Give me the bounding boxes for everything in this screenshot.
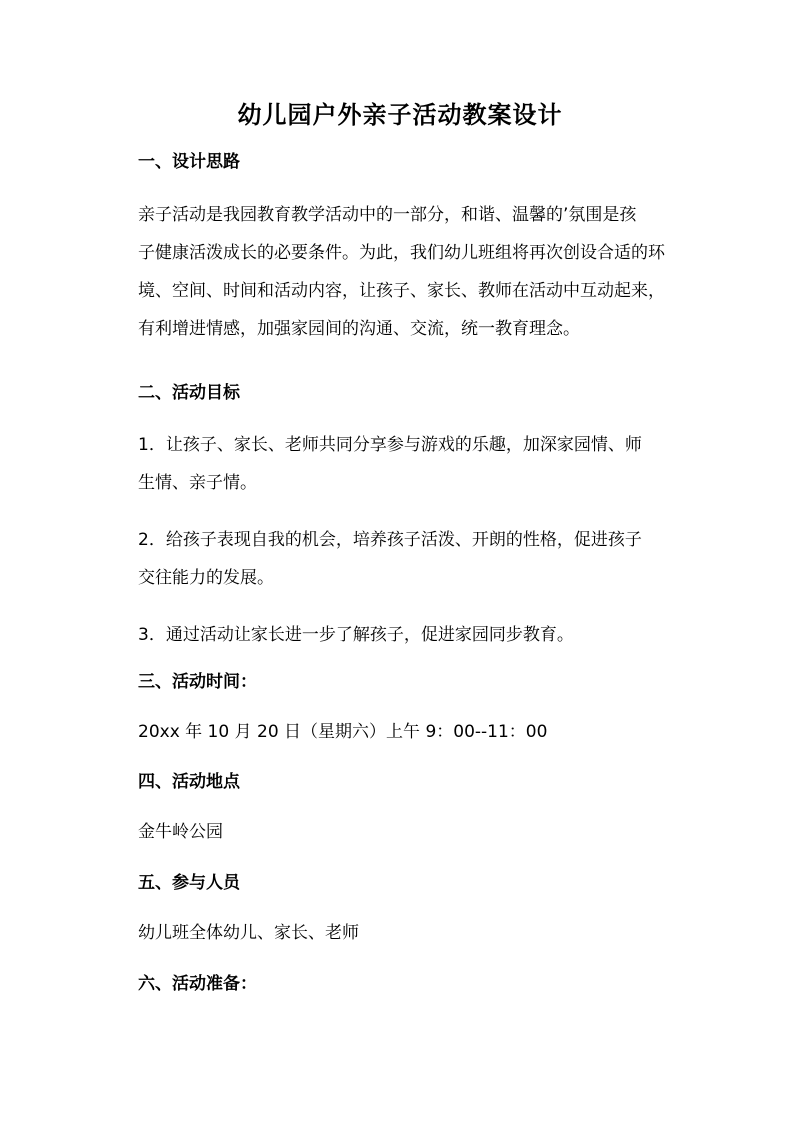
section-heading-preparation: 六、活动准备： [138,974,257,994]
document-title: 幼儿园户外亲子活动教案设计 [237,101,563,129]
participants-text: 幼儿班全体幼儿、家长、老师 [138,923,359,943]
goal-item-3 [138,616,708,654]
design-idea-paragraph [138,196,708,348]
section-heading-time: 三、活动时间： [138,672,257,692]
goal-line: 交往能力的发展。 [138,568,274,588]
activity-time-text: 20xx 年 10 月 20 日（星期六）上午 9：00--11：00 [138,722,548,742]
activity-location-text: 金牛岭公园 [138,822,223,842]
goal-item-2 [138,521,708,597]
goal-line: 2．给孩子表现自我的机会，培养孩子活泼、开朗的性格，促进孩子 [138,530,642,550]
goal-line: 1．让孩子、家长、老师共同分享参与游戏的乐趣，加深家园情、师 [138,435,642,455]
paragraph-line: 境、空间、时间和活动内容，让孩子、家长、教师在活动中互动起来， [138,281,665,301]
section-heading-location: 四、活动地点 [138,772,240,792]
paragraph-line: 亲子活动是我园教育教学活动中的一部分，和谐、温馨的’氛围是孩 [138,205,637,225]
section-heading-participants: 五、参与人员 [138,873,240,893]
goal-line: 生情、亲子情。 [138,473,257,493]
goal-line: 3．通过活动让家长进一步了解孩子，促进家园同步教育。 [138,625,574,645]
paragraph-line: 有利增进情感，加强家园间的沟通、交流，统一教育理念。 [138,319,580,339]
paragraph-line: 子健康活泼成长的必要条件。为此，我们幼儿班组将再次创设合适的环 [138,243,665,263]
section-heading-goals: 二、活动目标 [138,383,240,403]
goal-item-1 [138,426,708,502]
section-heading-design-idea: 一、设计思路 [138,152,240,172]
